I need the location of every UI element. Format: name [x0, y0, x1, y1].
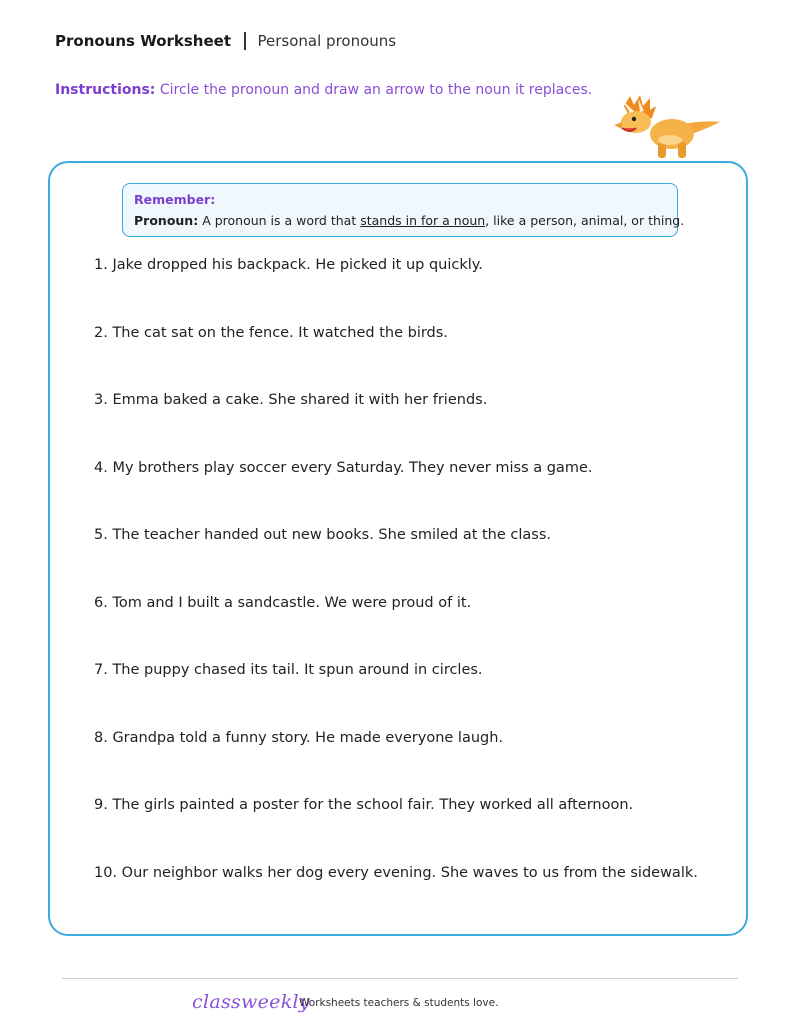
question-item-6: 6. Tom and I built a sandcastle. We were proud of it.: [94, 594, 472, 611]
question-item-3: 3. Emma baked a cake. She shared it with her friends.: [94, 392, 488, 408]
worksheet-subtitle: Personal pronouns: [257, 32, 397, 50]
remember-title: Remember:: [134, 192, 216, 207]
pronoun-definition: [134, 211, 685, 231]
question-item-4: 4. My brothers play soccer every Saturday. They never miss a game.: [94, 459, 593, 476]
definition-text-after: , like a person, animal, or thing.: [485, 213, 685, 228]
instructions-label: Instructions:: [55, 82, 156, 98]
worksheet-card: [48, 161, 748, 936]
question-item-10: 10. Our neighbor walks her dog every evening. She waves to us from the sidewalk.: [94, 864, 698, 881]
brand-tagline: Worksheets teachers & students love.: [299, 997, 499, 1009]
title-separator: [244, 32, 246, 50]
question-item-1: 1. Jake dropped his backpack. He picked it up quickly.: [94, 257, 483, 273]
remember-box: [122, 183, 685, 237]
question-item-7: 7. The puppy chased its tail. It spun around in circles.: [94, 662, 483, 678]
triceratops-dinosaur-icon: [612, 92, 722, 162]
question-item-8: 8. Grandpa told a funny story. He made everyone laugh.: [94, 729, 504, 746]
definition-underlined: stands in for a noun: [360, 213, 486, 228]
question-item-2: 2. The cat sat on the fence. It watched the birds.: [94, 324, 448, 341]
question-item-5: 5. The teacher handed out new books. She smiled at the class.: [94, 527, 552, 543]
instructions: [55, 82, 592, 98]
footer-divider: [62, 978, 738, 979]
worksheet-header: [55, 30, 396, 52]
brand-logo: classweekly: [192, 991, 310, 1013]
definition-term: Pronoun:: [134, 213, 199, 228]
definition-text-before: A pronoun is a word that: [202, 213, 357, 228]
question-item-9: 9. The girls painted a poster for the school fair. They worked all afternoon.: [94, 797, 634, 813]
instructions-text: Circle the pronoun and draw an arrow to the noun it replaces.: [159, 82, 593, 98]
worksheet-title: Pronouns Worksheet: [55, 32, 232, 50]
